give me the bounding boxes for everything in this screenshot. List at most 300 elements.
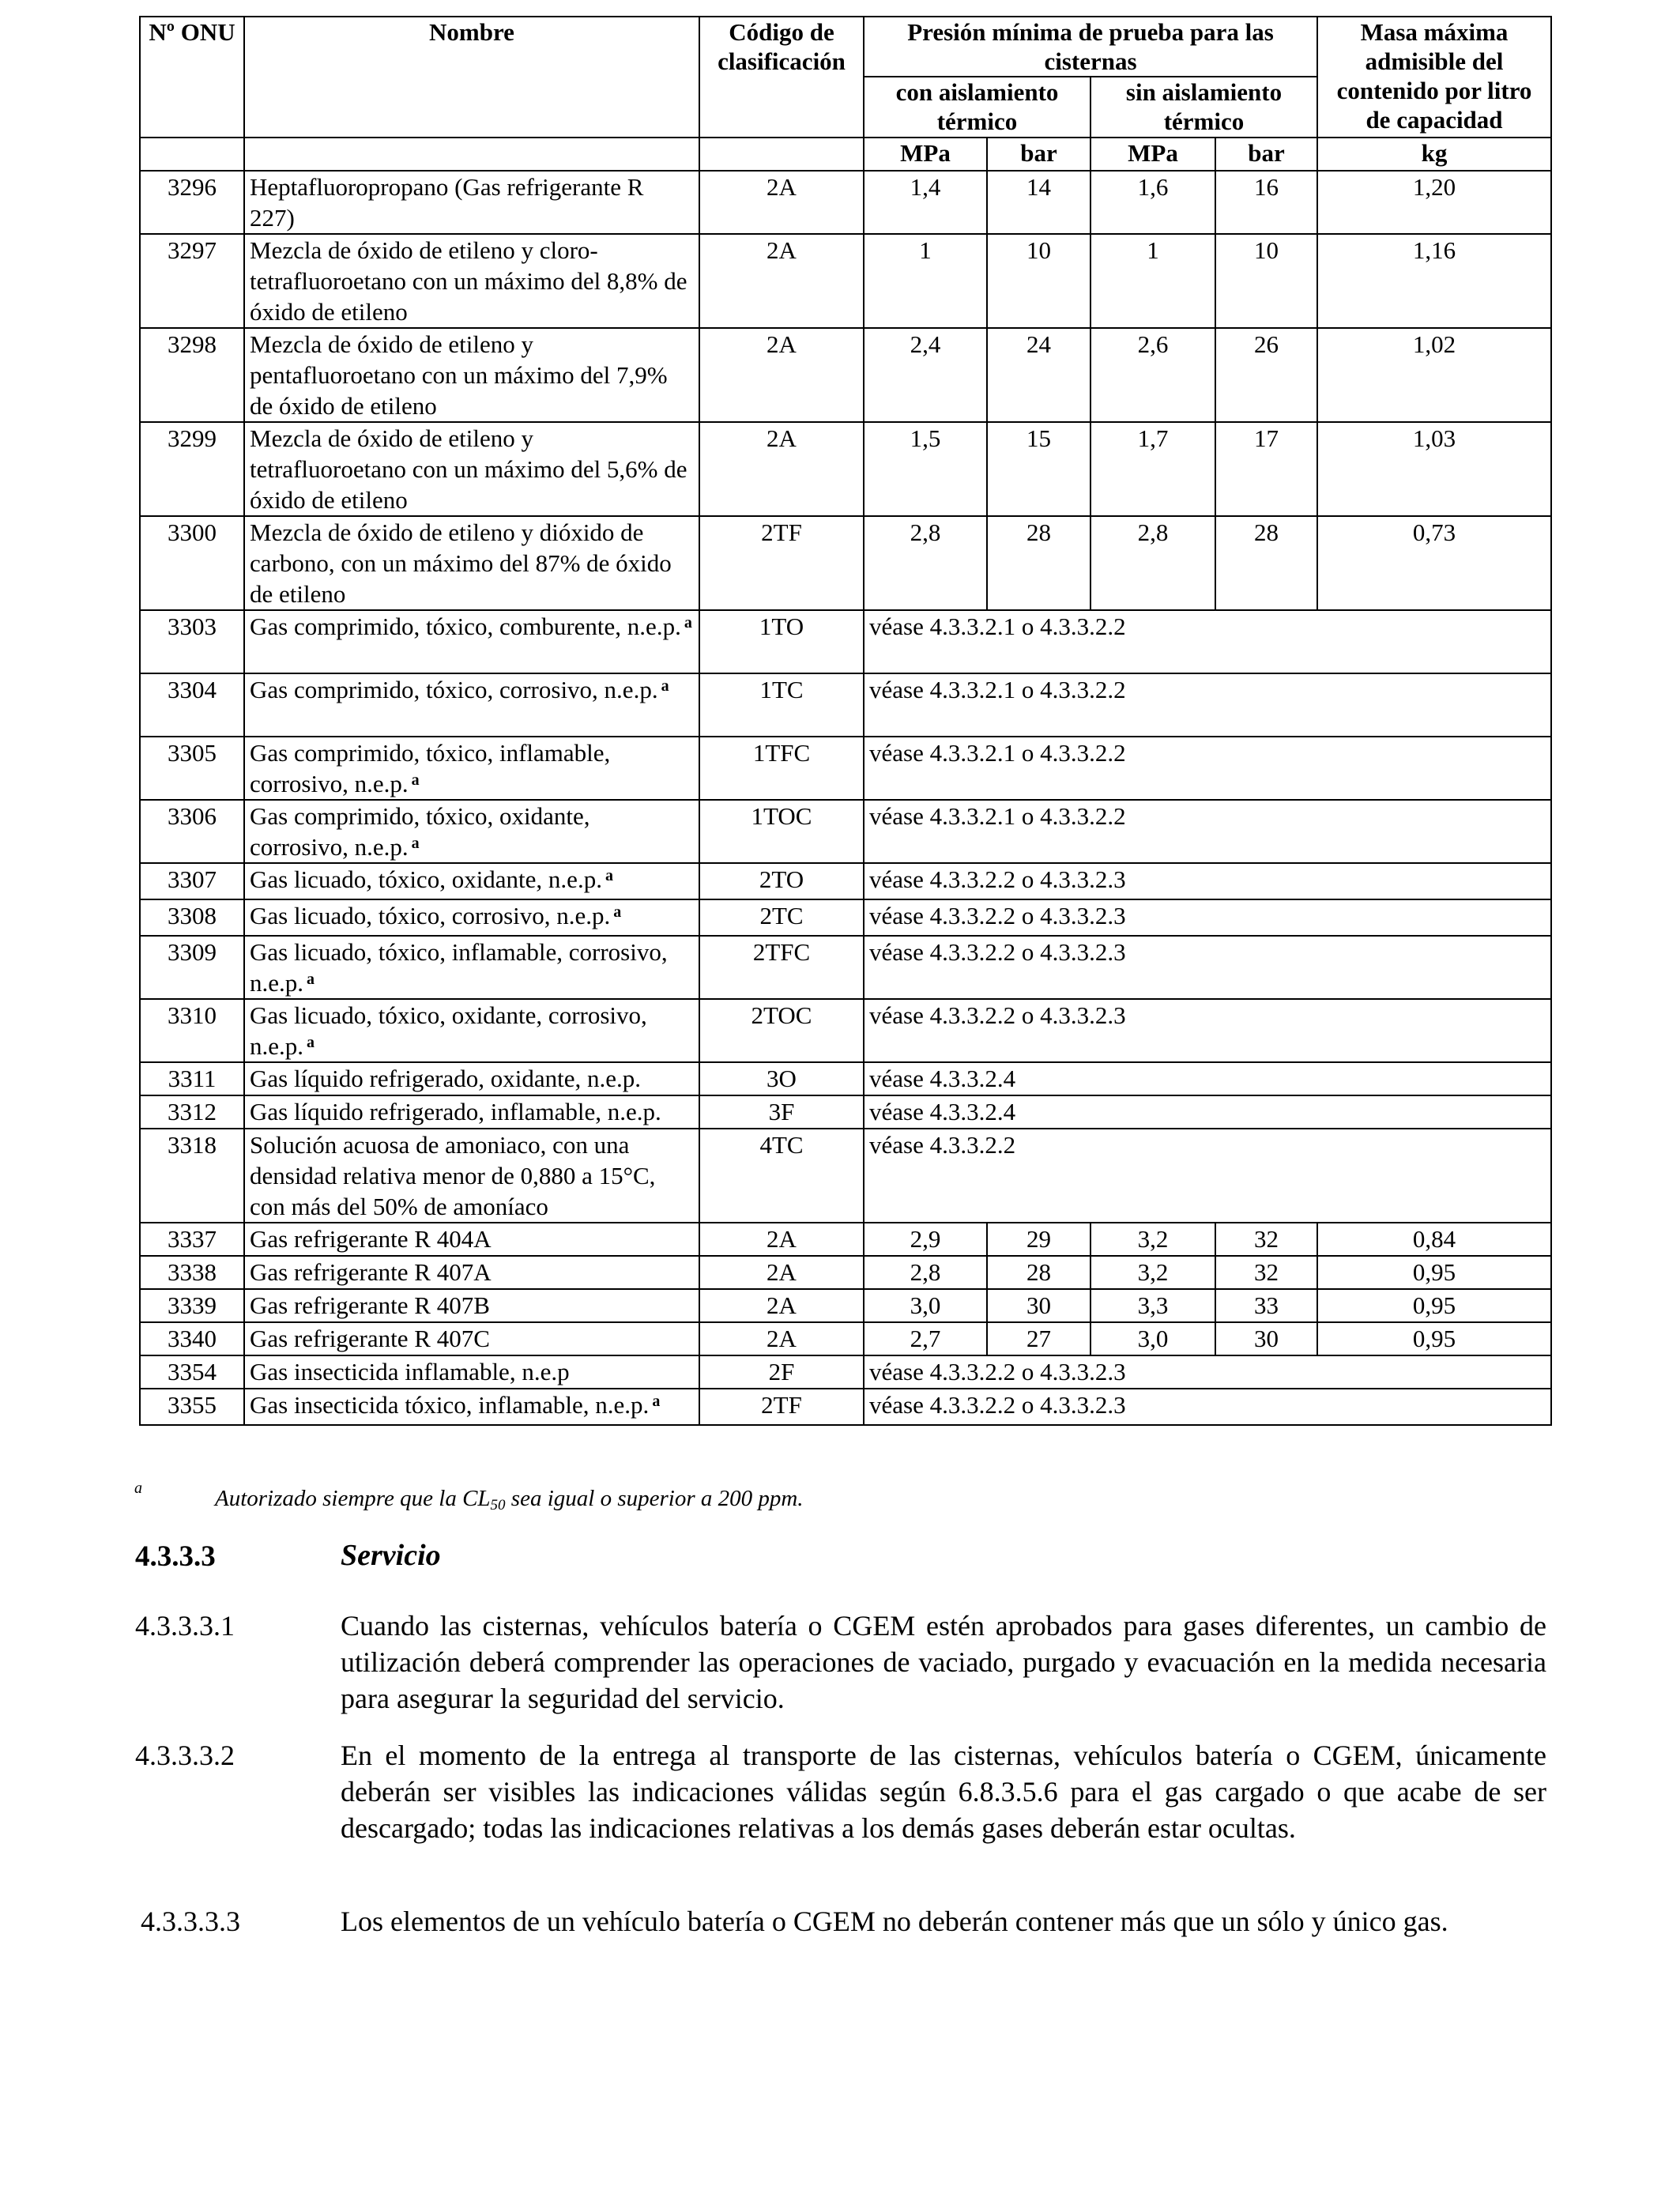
cell-bar-insulated — [987, 1322, 1090, 1355]
cell-name — [244, 1223, 699, 1256]
cell-reference — [864, 1355, 1551, 1389]
cell-name — [244, 328, 699, 422]
cell-mass-kg — [1317, 234, 1551, 328]
cell-onu-text: 3307 — [168, 865, 217, 893]
header-onu: Nº ONU — [140, 17, 244, 138]
cell-onu-text: 3306 — [168, 802, 217, 830]
table-row — [140, 422, 1551, 516]
cell-onu-text: 3355 — [168, 1391, 217, 1419]
cell-name-text: Mezcla de óxido de etileno y dióxido de carbono, con un máximo del 87% de óxido de etileno — [250, 518, 672, 608]
cell-name — [244, 999, 699, 1062]
paragraph-text: En el momento de la entrega al transporte de las cisternas, vehículos batería o CGEM, únicamente deberán ser visibles las indicaciones válidas según 6.8.3.5.6 para el gas cargado o que acabe de ser descargado; todas las indicaciones relativas a los demás gases deberán estar ocultas. — [341, 1740, 1546, 1844]
cell-bar-uninsulated-text: 17 — [1254, 424, 1279, 452]
cell-onu-text: 3337 — [168, 1225, 217, 1253]
cell-onu-text: 3312 — [168, 1098, 217, 1125]
cell-bar-uninsulated — [1215, 1322, 1317, 1355]
cell-mpa-uninsulated-text: 3,2 — [1137, 1225, 1169, 1253]
cell-onu — [140, 516, 244, 610]
cell-mass-kg-text: 0,95 — [1412, 1258, 1456, 1286]
table-body — [140, 171, 1551, 1425]
cell-name-text: Mezcla de óxido de etileno y tetrafluoroetano con un máximo del 5,6% de óxido de etileno — [250, 424, 687, 514]
cell-bar-uninsulated — [1215, 1256, 1317, 1289]
cell-mpa-insulated-text: 1,4 — [910, 173, 941, 201]
cell-bar-uninsulated — [1215, 1289, 1317, 1322]
table-row — [140, 800, 1551, 863]
table-row — [140, 1095, 1551, 1129]
table-row — [140, 1256, 1551, 1289]
cell-onu-text: 3338 — [168, 1258, 217, 1286]
cell-mpa-uninsulated-text: 1,7 — [1137, 424, 1169, 452]
cell-mpa-insulated — [864, 422, 987, 516]
cell-bar-uninsulated — [1215, 516, 1317, 610]
cell-bar-uninsulated — [1215, 328, 1317, 422]
cell-code-text: 2TF — [761, 1391, 802, 1419]
cell-code — [699, 1389, 864, 1425]
cell-name — [244, 234, 699, 328]
cell-name-text: Gas comprimido, tóxico, corrosivo, n.e.p. — [250, 676, 658, 703]
cell-bar-uninsulated-text: 10 — [1254, 236, 1279, 264]
cell-reference — [864, 999, 1551, 1062]
cell-mass-kg — [1317, 422, 1551, 516]
cell-name-text: Gas refrigerante R 407A — [250, 1258, 492, 1286]
cell-code — [699, 1095, 864, 1129]
cell-reference — [864, 610, 1551, 673]
cell-mass-kg — [1317, 1256, 1551, 1289]
cell-mpa-uninsulated — [1090, 1289, 1215, 1322]
cell-name — [244, 1322, 699, 1355]
paragraph-number: 4.3.3.3.3 — [141, 1906, 240, 1937]
cell-name — [244, 1389, 699, 1425]
cell-onu — [140, 1389, 244, 1425]
cell-onu — [140, 328, 244, 422]
table-row — [140, 673, 1551, 737]
footnote-ref-mark: a — [411, 835, 420, 852]
header-unit-mpa: MPa — [1090, 138, 1215, 171]
cell-reference-text: véase 4.3.3.2.1 o 4.3.3.2.2 — [869, 676, 1126, 703]
cell-reference — [864, 1389, 1551, 1425]
header-code: Código de clasificación — [699, 17, 864, 138]
cell-name-text: Gas comprimido, tóxico, comburente, n.e.p. — [250, 613, 681, 640]
table-row — [140, 610, 1551, 673]
cell-mpa-uninsulated-text: 2,8 — [1137, 518, 1169, 546]
cell-mass-kg — [1317, 1322, 1551, 1355]
cell-onu — [140, 737, 244, 800]
cell-code-text: 3O — [767, 1065, 797, 1092]
cell-code-text: 4TC — [759, 1131, 804, 1159]
table-row — [140, 1389, 1551, 1425]
cell-onu — [140, 800, 244, 863]
table-row — [140, 1062, 1551, 1095]
cell-bar-insulated-text: 10 — [1026, 236, 1051, 264]
cell-name-text: Gas líquido refrigerado, inflamable, n.e.p. — [250, 1098, 661, 1125]
cell-code — [699, 422, 864, 516]
cell-mass-kg — [1317, 171, 1551, 234]
cell-onu — [140, 171, 244, 234]
cell-name — [244, 863, 699, 899]
cell-code — [699, 673, 864, 737]
cell-bar-uninsulated-text: 26 — [1254, 330, 1279, 358]
table-row — [140, 899, 1551, 936]
cell-reference — [864, 899, 1551, 936]
cell-mpa-insulated-text: 2,8 — [910, 1258, 941, 1286]
cell-reference-text: véase 4.3.3.2.1 o 4.3.3.2.2 — [869, 802, 1126, 830]
cell-reference-text: véase 4.3.3.2.2 o 4.3.3.2.3 — [869, 1391, 1126, 1419]
header-blank-name — [244, 138, 699, 171]
cell-onu-text: 3297 — [168, 236, 217, 264]
header-unit-kg: kg — [1317, 138, 1551, 171]
cell-code-text: 1TFC — [752, 739, 811, 767]
cell-name — [244, 610, 699, 673]
cell-bar-insulated-text: 30 — [1026, 1291, 1051, 1319]
cell-code — [699, 863, 864, 899]
header-blank-onu — [140, 138, 244, 171]
cell-bar-insulated — [987, 422, 1090, 516]
section-title: Servicio — [341, 1539, 441, 1572]
cell-reference — [864, 1129, 1551, 1223]
cell-code — [699, 1289, 864, 1322]
cell-mpa-insulated-text: 2,8 — [910, 518, 941, 546]
cell-onu — [140, 1062, 244, 1095]
cell-name-text: Gas licuado, tóxico, oxidante, corrosivo, n.e.p. — [250, 1001, 647, 1060]
cell-onu-text: 3340 — [168, 1325, 217, 1352]
cell-bar-uninsulated — [1215, 171, 1317, 234]
cell-mpa-insulated — [864, 1256, 987, 1289]
cell-mass-kg-text: 1,02 — [1412, 330, 1456, 358]
cell-mpa-uninsulated — [1090, 1322, 1215, 1355]
cell-bar-insulated-text: 15 — [1026, 424, 1051, 452]
cell-onu — [140, 999, 244, 1062]
cell-mpa-insulated — [864, 1223, 987, 1256]
cell-bar-insulated-text: 28 — [1026, 518, 1051, 546]
cell-name-text: Gas refrigerante R 407C — [250, 1325, 490, 1352]
cell-bar-insulated — [987, 516, 1090, 610]
cell-reference-text: véase 4.3.3.2.1 o 4.3.3.2.2 — [869, 613, 1126, 640]
table-row — [140, 1322, 1551, 1355]
cell-name-text: Gas comprimido, tóxico, oxidante, corrosivo, n.e.p. — [250, 802, 590, 861]
cell-reference-text: véase 4.3.3.2.4 — [869, 1065, 1016, 1092]
cell-name-text: Gas licuado, tóxico, corrosivo, n.e.p. — [250, 902, 611, 929]
cell-mpa-insulated-text: 2,4 — [910, 330, 941, 358]
cell-code-text: 2A — [767, 1225, 797, 1253]
cell-code-text: 1TO — [759, 613, 804, 640]
cell-onu — [140, 1223, 244, 1256]
cell-onu — [140, 610, 244, 673]
cell-code — [699, 610, 864, 673]
cell-code-text: 2A — [767, 236, 797, 264]
cell-onu-text: 3299 — [168, 424, 217, 452]
cell-name-text: Gas licuado, tóxico, inflamable, corrosivo, n.e.p. — [250, 938, 668, 997]
cell-mpa-uninsulated-text: 2,6 — [1137, 330, 1169, 358]
cell-mass-kg — [1317, 328, 1551, 422]
cell-mpa-uninsulated-text: 3,0 — [1137, 1325, 1169, 1352]
table-row — [140, 1129, 1551, 1223]
cell-reference — [864, 673, 1551, 737]
cell-code — [699, 1223, 864, 1256]
table-row — [140, 1355, 1551, 1389]
cell-code-text: 2F — [768, 1358, 795, 1385]
cell-mass-kg-text: 1,03 — [1412, 424, 1456, 452]
cell-mpa-uninsulated-text: 3,2 — [1137, 1258, 1169, 1286]
cell-name — [244, 1256, 699, 1289]
cell-name-text: Gas refrigerante R 407B — [250, 1291, 490, 1319]
header-unit-mpa: MPa — [864, 138, 987, 171]
cell-code-text: 2A — [767, 330, 797, 358]
cell-code-text: 2TOC — [751, 1001, 812, 1029]
cell-code-text: 2TC — [759, 902, 804, 929]
cell-name — [244, 1062, 699, 1095]
cell-onu-text: 3298 — [168, 330, 217, 358]
cell-name-text: Gas refrigerante R 404A — [250, 1225, 492, 1253]
cell-name-text: Gas insecticida inflamable, n.e.p — [250, 1358, 570, 1385]
cell-mpa-insulated — [864, 328, 987, 422]
cell-code-text: 2A — [767, 1258, 797, 1286]
paragraph-text: Cuando las cisternas, vehículos batería o CGEM estén aprobados para gases diferentes, un cambio de utilización deberá comprender las operaciones de vaciado, purgado y evacuación en la medida necesaria para asegurar la seguridad del servicio. — [341, 1610, 1546, 1714]
cell-mpa-uninsulated — [1090, 422, 1215, 516]
cell-bar-uninsulated-text: 32 — [1254, 1258, 1279, 1286]
header-name: Nombre — [244, 17, 699, 138]
cell-code-text: 3F — [768, 1098, 795, 1125]
cell-code — [699, 936, 864, 999]
cell-mass-kg-text: 1,16 — [1412, 236, 1456, 264]
section-number: 4.3.3.3 — [135, 1540, 216, 1573]
cell-code — [699, 1062, 864, 1095]
footnote-ref-mark: a — [605, 867, 613, 884]
header-unit-bar: bar — [987, 138, 1090, 171]
cell-code-text: 2A — [767, 424, 797, 452]
cell-mass-kg-text: 0,84 — [1412, 1225, 1456, 1253]
cell-mpa-insulated-text: 3,0 — [910, 1291, 941, 1319]
cell-code — [699, 328, 864, 422]
cell-bar-insulated-text: 28 — [1026, 1258, 1051, 1286]
cell-onu — [140, 1256, 244, 1289]
cell-onu — [140, 1095, 244, 1129]
footnote-mark: a — [134, 1480, 142, 1497]
cell-onu — [140, 899, 244, 936]
cell-reference — [864, 1062, 1551, 1095]
cell-bar-insulated — [987, 234, 1090, 328]
footnote-text: Autorizado siempre que la $CL_{50}$ sea igual o superior a 200 ppm. — [215, 1486, 804, 1514]
cell-mpa-insulated — [864, 171, 987, 234]
cell-code-text: 2A — [767, 1325, 797, 1352]
cell-mass-kg-text: 0,73 — [1412, 518, 1456, 546]
cell-reference-text: véase 4.3.3.2.2 — [869, 1131, 1016, 1159]
cell-name — [244, 936, 699, 999]
cell-reference — [864, 800, 1551, 863]
cell-bar-insulated — [987, 1289, 1090, 1322]
cell-name — [244, 422, 699, 516]
header-without-insulation: sin aislamiento térmico — [1090, 77, 1317, 138]
cell-bar-uninsulated-text: 30 — [1254, 1325, 1279, 1352]
cell-onu — [140, 234, 244, 328]
cell-code — [699, 737, 864, 800]
cell-onu-text: 3318 — [168, 1131, 217, 1159]
cell-reference-text: véase 4.3.3.2.1 o 4.3.3.2.2 — [869, 739, 1126, 767]
footnote-ref-mark: a — [411, 771, 420, 789]
cell-mpa-uninsulated — [1090, 1256, 1215, 1289]
cell-name — [244, 1095, 699, 1129]
cell-code-text: 2A — [767, 1291, 797, 1319]
cell-bar-uninsulated-text: 28 — [1254, 518, 1279, 546]
cell-name-text: Gas comprimido, tóxico, inflamable, corrosivo, n.e.p. — [250, 739, 611, 797]
cell-mpa-insulated — [864, 234, 987, 328]
cell-code — [699, 1129, 864, 1223]
cell-mass-kg-text: 0,95 — [1412, 1325, 1456, 1352]
header-blank-code — [699, 138, 864, 171]
cell-reference — [864, 737, 1551, 800]
cell-onu-text: 3304 — [168, 676, 217, 703]
cell-code — [699, 1355, 864, 1389]
cell-mpa-uninsulated-text: 3,3 — [1137, 1291, 1169, 1319]
cell-code — [699, 171, 864, 234]
cell-mass-kg — [1317, 516, 1551, 610]
cell-onu — [140, 673, 244, 737]
cell-bar-uninsulated — [1215, 422, 1317, 516]
cell-mpa-insulated — [864, 1289, 987, 1322]
cell-name-text: Heptafluoropropano (Gas refrigerante R 227) — [250, 173, 644, 232]
cell-name — [244, 1129, 699, 1223]
cell-reference-text: véase 4.3.3.2.2 o 4.3.3.2.3 — [869, 938, 1126, 966]
cell-name — [244, 737, 699, 800]
cell-onu-text: 3300 — [168, 518, 217, 546]
cell-code-text: 2TF — [761, 518, 802, 546]
footnote-ref-mark: a — [307, 971, 315, 988]
cell-bar-uninsulated — [1215, 1223, 1317, 1256]
cell-bar-insulated — [987, 171, 1090, 234]
paragraph-number: 4.3.3.3.2 — [135, 1740, 235, 1771]
cell-reference-text: véase 4.3.3.2.2 o 4.3.3.2.3 — [869, 1001, 1126, 1029]
header-mass: Masa máxima admisible del contenido por litro de capacidad — [1317, 17, 1551, 138]
cell-name — [244, 800, 699, 863]
cell-onu-text: 3308 — [168, 902, 217, 929]
cell-name-text: Mezcla de óxido de etileno y cloro-tetrafluoroetano con un máximo del 8,8% de óxido de etileno — [250, 236, 687, 326]
header-unit-bar: bar — [1215, 138, 1317, 171]
table-row — [140, 1289, 1551, 1322]
cell-code-text: 2A — [767, 173, 797, 201]
cell-name — [244, 1355, 699, 1389]
gas-table — [139, 16, 1552, 1426]
cell-bar-insulated — [987, 1223, 1090, 1256]
table-row — [140, 171, 1551, 234]
cell-mpa-uninsulated-text: 1 — [1147, 236, 1159, 264]
table-row — [140, 234, 1551, 328]
cell-mass-kg-text: 0,95 — [1412, 1291, 1456, 1319]
cell-onu-text: 3309 — [168, 938, 217, 966]
cell-code — [699, 1322, 864, 1355]
cell-mpa-uninsulated — [1090, 516, 1215, 610]
cell-reference — [864, 1095, 1551, 1129]
cell-bar-uninsulated — [1215, 234, 1317, 328]
cell-mpa-uninsulated — [1090, 328, 1215, 422]
header-with-insulation: con aislamiento térmico — [864, 77, 1090, 138]
header-pressure: Presión mínima de prueba para las cisternas — [864, 17, 1317, 77]
footnote-ref-mark: a — [661, 677, 669, 695]
cell-reference — [864, 863, 1551, 899]
table-row — [140, 999, 1551, 1062]
cell-mpa-insulated-text: 2,7 — [910, 1325, 941, 1352]
cell-name-text: Gas insecticida tóxico, inflamable, n.e.p. — [250, 1391, 650, 1419]
paragraph-number: 4.3.3.3.1 — [135, 1610, 235, 1642]
cell-onu-text: 3303 — [168, 613, 217, 640]
cell-code-text: 1TC — [759, 676, 804, 703]
cell-name — [244, 673, 699, 737]
cell-reference — [864, 936, 1551, 999]
cell-code — [699, 516, 864, 610]
table-row — [140, 863, 1551, 899]
cell-code-text: 1TOC — [751, 802, 812, 830]
cell-mpa-insulated — [864, 1322, 987, 1355]
cell-reference-text: véase 4.3.3.2.2 o 4.3.3.2.3 — [869, 902, 1126, 929]
cell-bar-uninsulated-text: 16 — [1254, 173, 1279, 201]
cell-onu-text: 3311 — [168, 1065, 217, 1092]
cell-code — [699, 999, 864, 1062]
table-row — [140, 328, 1551, 422]
cell-onu — [140, 1322, 244, 1355]
cell-name — [244, 1289, 699, 1322]
footnote-ref-mark: a — [307, 1034, 315, 1051]
cell-bar-insulated-text: 14 — [1026, 173, 1051, 201]
cell-mpa-uninsulated — [1090, 234, 1215, 328]
table-row — [140, 936, 1551, 999]
cell-bar-insulated-text: 24 — [1026, 330, 1051, 358]
footnote-ref-mark: a — [613, 903, 622, 921]
cell-mpa-insulated-text: 1,5 — [910, 424, 941, 452]
cell-mpa-uninsulated — [1090, 171, 1215, 234]
cell-name — [244, 899, 699, 936]
table-row — [140, 1223, 1551, 1256]
cell-name — [244, 171, 699, 234]
cell-code — [699, 234, 864, 328]
cell-code-text: 2TFC — [752, 938, 811, 966]
cell-code-text: 2TO — [759, 865, 804, 893]
cell-code — [699, 1256, 864, 1289]
cell-mass-kg — [1317, 1289, 1551, 1322]
cell-name-text: Solución acuosa de amoniaco, con una densidad relativa menor de 0,880 a 15°C, con más del 50% de amoníaco — [250, 1131, 656, 1220]
cell-onu — [140, 422, 244, 516]
cell-bar-insulated-text: 27 — [1026, 1325, 1051, 1352]
cell-name-text: Gas licuado, tóxico, oxidante, n.e.p. — [250, 865, 602, 893]
cell-onu — [140, 1355, 244, 1389]
cell-onu-text: 3339 — [168, 1291, 217, 1319]
footnote-ref-mark: a — [684, 614, 692, 631]
cell-mpa-uninsulated-text: 1,6 — [1137, 173, 1169, 201]
cell-onu — [140, 1129, 244, 1223]
cell-mpa-insulated — [864, 516, 987, 610]
cell-reference-text: véase 4.3.3.2.4 — [869, 1098, 1016, 1125]
paragraph-text: Los elementos de un vehículo batería o CGEM no deberán contener más que un sólo y único gas. — [341, 1906, 1448, 1937]
cell-name-text: Mezcla de óxido de etileno y pentafluoroetano con un máximo del 7,9% de óxido de etileno — [250, 330, 668, 420]
cell-code — [699, 899, 864, 936]
cell-reference-text: véase 4.3.3.2.2 o 4.3.3.2.3 — [869, 1358, 1126, 1385]
cell-onu-text: 3305 — [168, 739, 217, 767]
cell-bar-uninsulated-text: 33 — [1254, 1291, 1279, 1319]
cell-onu — [140, 1289, 244, 1322]
cell-onu — [140, 936, 244, 999]
cell-mass-kg-text: 1,20 — [1412, 173, 1456, 201]
cell-mpa-insulated-text: 2,9 — [910, 1225, 941, 1253]
table-row — [140, 516, 1551, 610]
cell-name — [244, 516, 699, 610]
table-row — [140, 737, 1551, 800]
footnote-ref-mark: a — [652, 1393, 661, 1410]
cell-reference-text: véase 4.3.3.2.2 o 4.3.3.2.3 — [869, 865, 1126, 893]
cell-bar-uninsulated-text: 32 — [1254, 1225, 1279, 1253]
cell-code — [699, 800, 864, 863]
cell-mass-kg — [1317, 1223, 1551, 1256]
cell-onu-text: 3310 — [168, 1001, 217, 1029]
cell-mpa-insulated-text: 1 — [919, 236, 932, 264]
cell-name-text: Gas líquido refrigerado, oxidante, n.e.p. — [250, 1065, 641, 1092]
cell-mpa-uninsulated — [1090, 1223, 1215, 1256]
